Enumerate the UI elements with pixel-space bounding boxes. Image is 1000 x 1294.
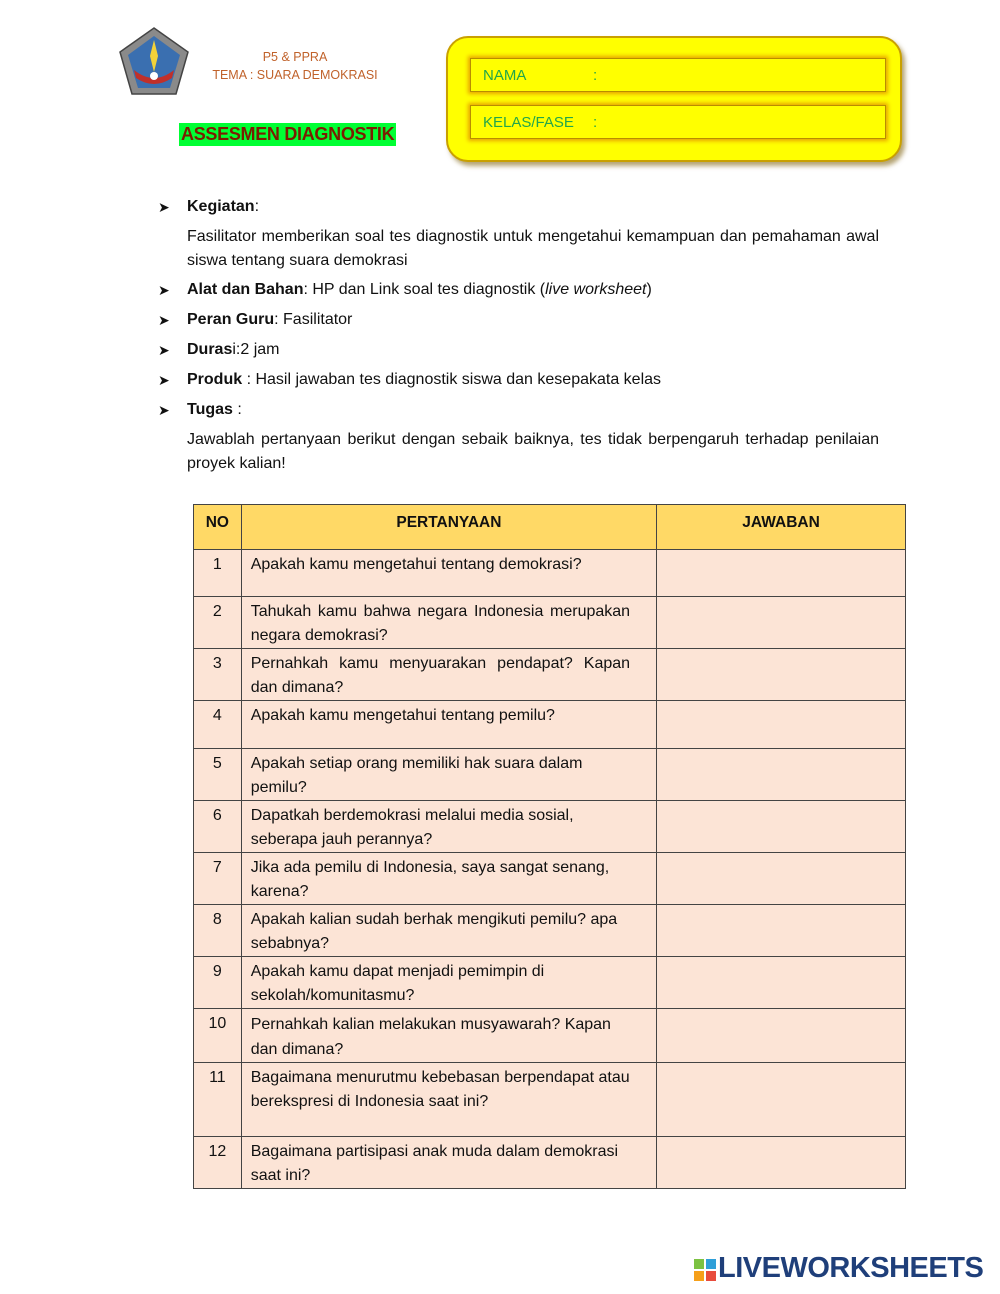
answer-cell[interactable]: [657, 649, 906, 701]
question-table: [193, 504, 906, 1189]
row-question: Pernahkah kalian melakukan musyawarah? Kapan dan dimana?: [241, 1009, 656, 1063]
table-row: [194, 957, 906, 1009]
row-number: 7: [194, 853, 242, 905]
row-question: Apakah kamu mengetahui tentang demokrasi?: [241, 550, 656, 597]
alat-label: Alat dan Bahan: [187, 281, 304, 298]
row-question: Jika ada pemilu di Indonesia, saya sangat senang, karena?: [241, 853, 656, 905]
name-colon: :: [593, 67, 598, 84]
row-question: Tahukah kamu bahwa negara Indonesia merupakan negara demokrasi?: [241, 597, 656, 649]
row-number: 8: [194, 905, 242, 957]
row-question: Bagaimana partisipasi anak muda dalam demokrasi saat ini?: [241, 1137, 656, 1189]
table-header-row: [194, 505, 906, 550]
answer-cell[interactable]: [657, 749, 906, 801]
table-row: [194, 701, 906, 749]
peran-text: : Fasilitator: [274, 311, 353, 328]
tugas-colon: :: [232, 401, 242, 418]
class-colon: :: [593, 114, 598, 131]
produk-text: : Hasil jawaban tes diagnostik siswa dan kesepakata kelas: [242, 371, 662, 388]
alat-close: ): [646, 281, 652, 298]
answer-cell[interactable]: [657, 701, 906, 749]
table-row: [194, 905, 906, 957]
row-question: Apakah kamu mengetahui tentang pemilu?: [241, 701, 656, 749]
arrow-bullet-icon: ➤: [158, 312, 170, 328]
row-question: Dapatkah berdemokrasi melalui media sosial, seberapa jauh perannya?: [241, 801, 656, 853]
page-title: ASSESMEN DIAGNOSTIK: [181, 124, 395, 144]
alat-text: : HP dan Link soal tes diagnostik (: [303, 281, 546, 298]
arrow-bullet-icon: ➤: [158, 402, 170, 418]
row-question: Bagaimana menurutmu kebebasan berpendapat atau berekspresi di Indonesia saat ini?: [241, 1063, 656, 1137]
kegiatan-label: Kegiatan: [187, 198, 255, 215]
header-program: P5 & PPRA: [262, 50, 328, 64]
answer-cell[interactable]: [657, 1063, 906, 1137]
table-row: [194, 597, 906, 649]
answer-cell[interactable]: [657, 905, 906, 957]
school-emblem-logo: [118, 26, 190, 98]
row-number: 9: [194, 957, 242, 1009]
class-field[interactable]: [470, 105, 886, 139]
answer-cell[interactable]: [657, 1009, 906, 1063]
row-number: 3: [194, 649, 242, 701]
class-label: KELAS/FASE: [483, 114, 574, 131]
arrow-bullet-icon: ➤: [158, 199, 170, 215]
alat-italic: live worksheet: [545, 281, 647, 298]
name-label: NAMA: [483, 67, 527, 84]
arrow-bullet-icon: ➤: [158, 372, 170, 388]
peran-label: Peran Guru: [187, 311, 275, 328]
kegiatan-description: Fasilitator memberikan soal tes diagnostik untuk mengetahui kemampuan dan pemahaman awal siswa tentang suara demokrasi: [187, 228, 879, 269]
header-question: PERTANYAAN: [241, 505, 656, 550]
row-number: 5: [194, 749, 242, 801]
liveworksheets-brand: LIVEWORKSHEETS: [718, 1252, 984, 1284]
row-question: Apakah kalian sudah berhak mengikuti pemilu? apa sebabnya?: [241, 905, 656, 957]
durasi-label: Duras: [187, 341, 233, 358]
answer-cell[interactable]: [657, 853, 906, 905]
durasi-text: i:2 jam: [232, 341, 280, 358]
row-question: Apakah kamu dapat menjadi pemimpin di sekolah/komunitasmu?: [241, 957, 656, 1009]
header-answer: JAWABAN: [657, 505, 906, 550]
row-number: 6: [194, 801, 242, 853]
table-row: [194, 801, 906, 853]
header-no: NO: [194, 505, 242, 550]
table-row: [194, 1137, 906, 1189]
table-row: [194, 550, 906, 597]
row-question: Pernahkah kamu menyuarakan pendapat? Kapan dan dimana?: [241, 649, 656, 701]
answer-cell[interactable]: [657, 550, 906, 597]
answer-cell[interactable]: [657, 1137, 906, 1189]
arrow-bullet-icon: ➤: [158, 282, 170, 298]
arrow-bullet-icon: ➤: [158, 342, 170, 358]
row-number: 12: [194, 1137, 242, 1189]
answer-cell[interactable]: [657, 957, 906, 1009]
header-theme: TEMA : SUARA DEMOKRASI: [212, 68, 378, 82]
produk-label: Produk: [187, 371, 243, 388]
row-number: 2: [194, 597, 242, 649]
name-field[interactable]: [470, 58, 886, 92]
table-row: [194, 749, 906, 801]
table-row: [194, 1063, 906, 1137]
table-row: [194, 1009, 906, 1063]
tugas-description: Jawablah pertanyaan berikut dengan sebaik baiknya, tes tidak berpengaruh terhadap penilaian proyek kalian!: [187, 431, 879, 472]
answer-cell[interactable]: [657, 801, 906, 853]
liveworksheets-logo-icon: [694, 1259, 716, 1281]
table-row: [194, 853, 906, 905]
answer-cell[interactable]: [657, 597, 906, 649]
table-row: [194, 649, 906, 701]
row-number: 11: [194, 1063, 242, 1137]
row-question: Apakah setiap orang memiliki hak suara dalam pemilu?: [241, 749, 656, 801]
row-number: 10: [194, 1009, 242, 1063]
row-number: 4: [194, 701, 242, 749]
identity-box: [446, 36, 902, 162]
kegiatan-colon: :: [254, 198, 260, 215]
row-number: 1: [194, 550, 242, 597]
tugas-label: Tugas: [187, 401, 233, 418]
